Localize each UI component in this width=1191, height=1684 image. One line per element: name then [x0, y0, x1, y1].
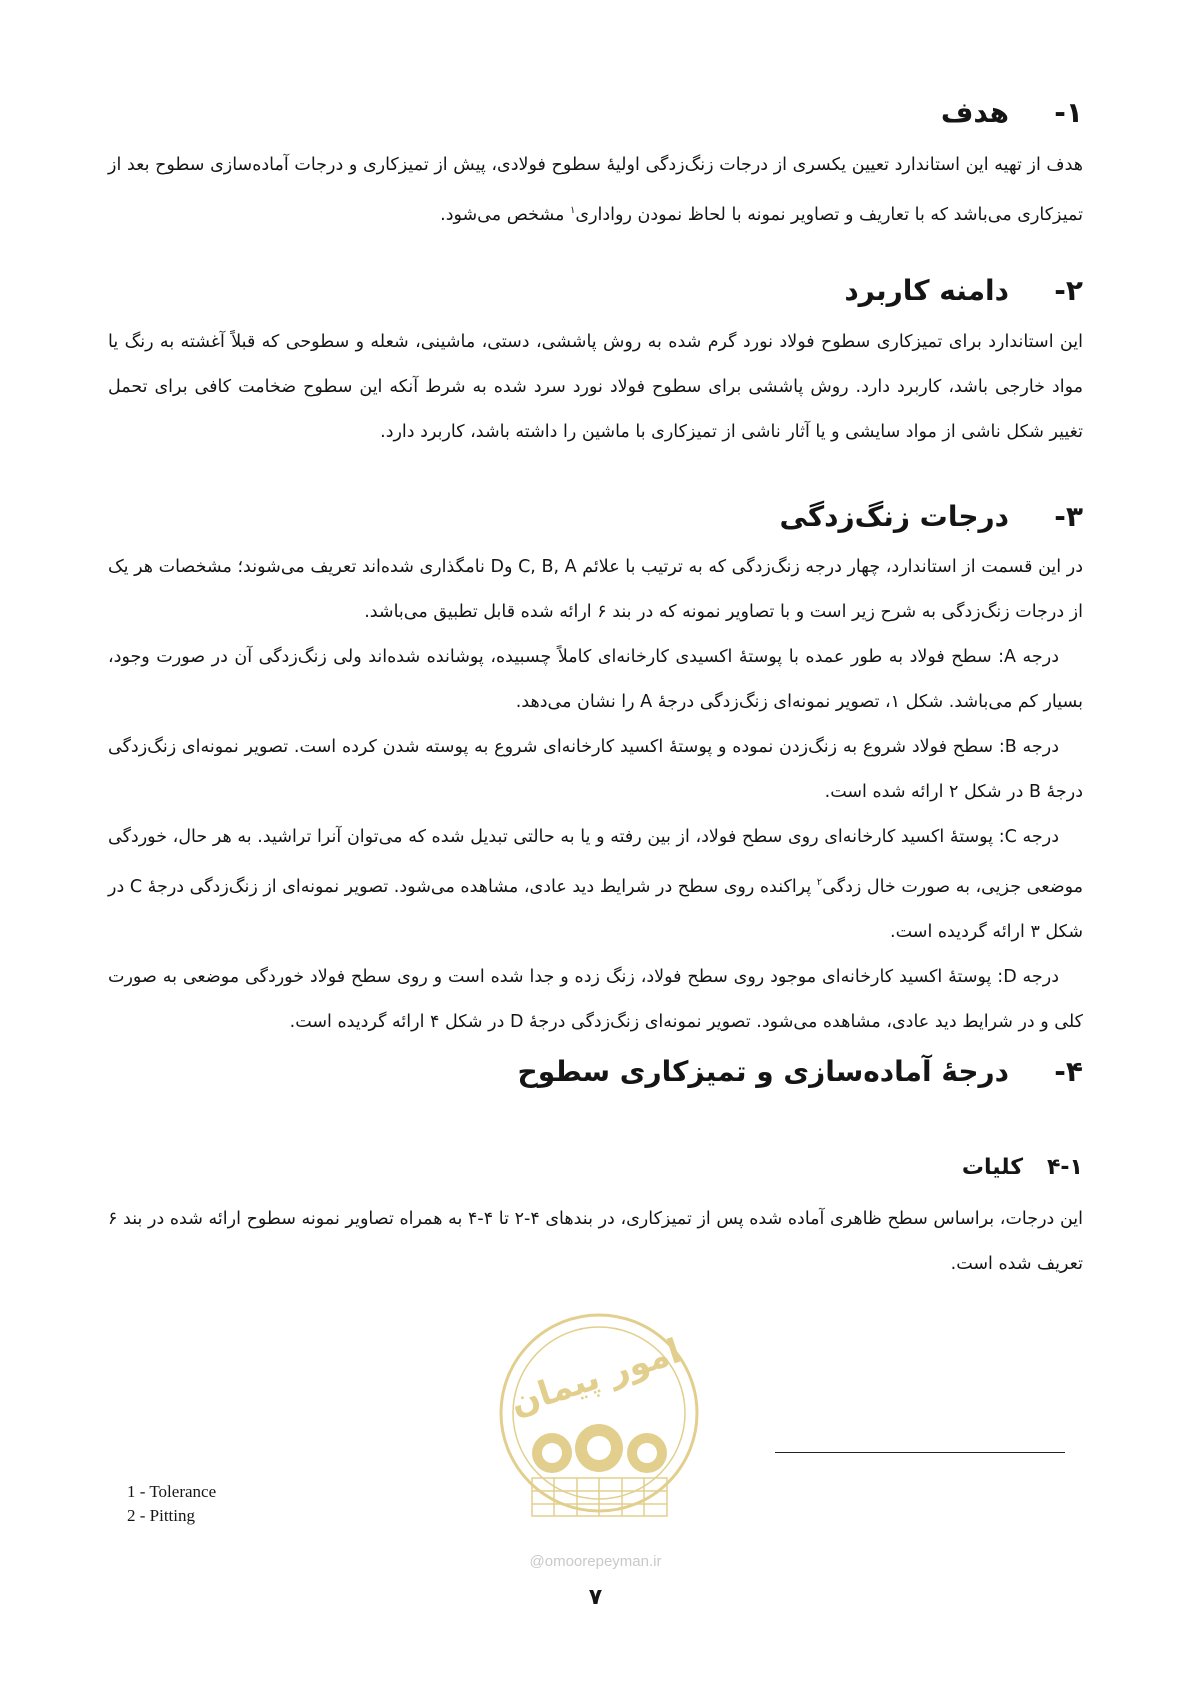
section-number: ۱- — [1054, 96, 1083, 129]
grade-c-text-end: پراکنده روی سطح در شرایط دید عادی، مشاهده می‌شود. تصویر نمونه‌ای از زنگ‌زدگی درجهٔ C در شکل ۳ ارائه گردیده است. — [108, 876, 1083, 942]
grade-b-paragraph: درجه B: سطح فولاد شروع به زنگ‌زدن نموده و پوستهٔ اکسید کارخانه‌ای شروع به پوسته شدن کرده است. تصویر نمونه‌ای زنگ‌زدگی درجهٔ B در شکل ۲ ارائه شده است. — [108, 737, 1083, 802]
section-2-paragraph — [108, 320, 1083, 455]
footnote-marker: ۱ — [570, 205, 576, 216]
grade-c-text: درجه C: پوستهٔ اکسید کارخانه‌ای روی سطح فولاد، از بین رفته و یا به حالتی تبدیل شده که می‌توان آنرا تراشید. به هر حال، خوردگی موضعی جزیی، به صورت خال زدگی — [108, 827, 1083, 897]
grade-c-paragraph — [108, 815, 1083, 955]
section-1-heading — [941, 96, 1083, 129]
grade-a-paragraph: درجه A: سطح فولاد به طور عمده با پوستهٔ اکسیدی کارخانه‌ای کاملاً چسبیده، پوشانده شده‌اند ولی زنگ‌زدگی آن در صورت وجود، بسیار کم می‌باشد. شکل ۱، تصویر نمونه‌ای زنگ‌زدگی درجهٔ A را نشان می‌دهد. — [108, 647, 1083, 712]
paragraph-text: این استاندارد برای تمیزکاری سطوح فولاد نورد گرم شده به روش پاششی، دستی، ماشینی، شعله و سطوحی که قبلاً آغشته به رنگ یا مواد خارجی باشد، کاربرد دارد. روش پاششی برای سطوح فولاد نورد سرد شده به شرط آنکه این سطوح ضخامت کافی برای تحمل تغییر شکل ناشی از مواد سایشی و یا آثار ناشی از تمیزکاری با ماشین را داشته باشد، کاربرد دارد. — [108, 332, 1083, 442]
section-title: درجات زنگ‌زدگی — [779, 500, 1009, 533]
section-3-intro: در این قسمت از استاندارد، چهار درجه زنگ‌زدگی که به ترتیب با علائم C, B, A وD نامگذاری شده‌اند تعریف می‌شوند؛ مشخصات هر یک از درجات زنگ‌زدگی به شرح زیر است و با تصاویر نمونه که در بند ۶ ارائه شده قابل تطبیق می‌باشد. — [108, 557, 1084, 622]
section-number: ۳- — [1054, 500, 1083, 533]
section-number: ۴- — [1054, 1055, 1083, 1088]
section-title: درجهٔ آماده‌سازی و تمیزکاری سطوح — [517, 1055, 1009, 1088]
section-3-heading — [780, 500, 1083, 533]
paragraph-text: این درجات، براساس سطح ظاهری آماده شده پس از تمیزکاری، در بندهای ۴-۲ تا ۴-۴ به همراه تصاویر نمونه سطوح ارائه شده در بند ۶ تعریف شده است. — [108, 1209, 1083, 1274]
section-1-paragraph — [108, 143, 1083, 238]
section-2-heading — [844, 274, 1083, 307]
page-number: ۷ — [588, 1585, 603, 1610]
watermark-stamp-icon — [492, 1308, 707, 1543]
section-number: ۲- — [1054, 274, 1083, 307]
subsection-number: ۴-۱ — [1047, 1155, 1083, 1180]
subsection-4-1-paragraph — [108, 1197, 1083, 1287]
footnote-2: 2 - Pitting — [127, 1506, 196, 1525]
paragraph-text-end: مشخص می‌شود. — [440, 204, 570, 225]
subsection-4-1-heading — [962, 1155, 1083, 1180]
subsection-title: کلیات — [961, 1155, 1023, 1180]
watermark-url: @omoorepeyman.ir — [529, 1553, 662, 1570]
footnotes — [127, 1480, 216, 1528]
section-title: دامنه کاربرد — [844, 274, 1009, 307]
grade-d-paragraph: درجه D: پوستهٔ اکسید کارخانه‌ای موجود روی سطح فولاد، زنگ زده و جدا شده است و روی سطح فولاد خوردگی موضعی به صورت کلی و در شرایط دید عادی، مشاهده می‌شود. تصویر نمونه‌ای زنگ‌زدگی درجهٔ D در شکل ۴ ارائه گردیده است. — [108, 966, 1083, 1032]
section-title: هدف — [940, 96, 1009, 129]
section-4-heading — [518, 1055, 1083, 1088]
footnote-marker: ۲ — [816, 877, 823, 888]
paragraph-text: هدف از تهیه این استاندارد تعیین یکسری از درجات زنگ‌زدگی اولیهٔ سطوح فولادی، پیش از تمیزکاری و درجات آماده‌سازی سطوح بعد از تمیزکاری می‌باشد که با تعاریف و تصاویر نمونه با لحاظ نمودن رواداری — [108, 155, 1083, 225]
section-3-body — [108, 545, 1083, 1045]
footnote-1: 1 - Tolerance — [127, 1482, 217, 1501]
watermark-logo-text: امور پیمان — [505, 1331, 686, 1424]
footnote-separator — [775, 1452, 1065, 1453]
